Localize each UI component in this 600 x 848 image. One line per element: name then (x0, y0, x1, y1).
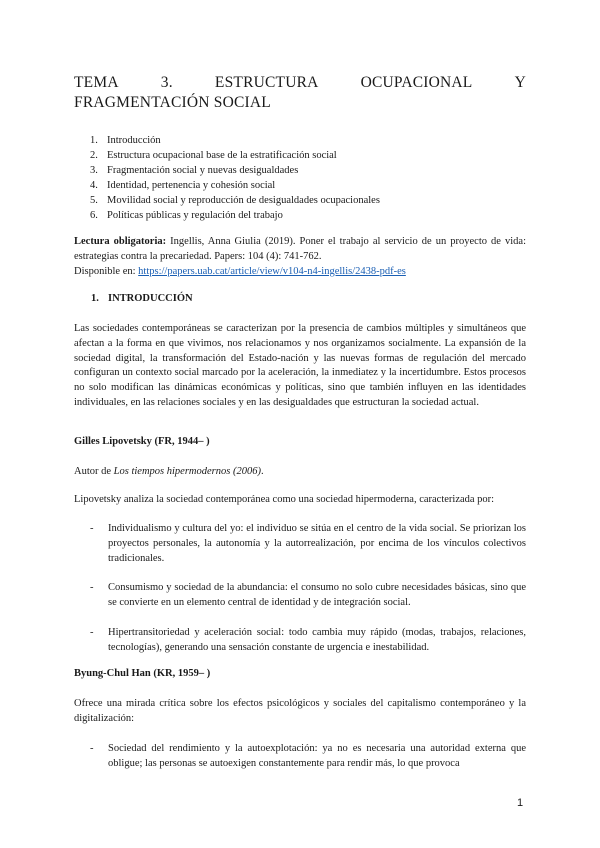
section-number: 1. (91, 293, 99, 304)
available-label: Disponible en: (74, 265, 139, 277)
lipovetsky-author-line (74, 465, 526, 480)
toc-number: 6. (90, 210, 98, 221)
toc-number: 4. (90, 180, 98, 191)
document-title (74, 73, 526, 113)
author-suffix: . (260, 466, 264, 477)
reading-link[interactable]: https://papers.uab.cat/article/view/v104-n4-ingellis/2438-pdf-es (138, 265, 406, 277)
toc-item (90, 193, 380, 208)
title-word: Y (514, 74, 526, 91)
section-title: INTRODUCCIÓN (108, 293, 193, 304)
lipovetsky-intro: Lipovetsky analiza la sociedad contemporánea como una sociedad hipermoderna, caracterizada por: (74, 494, 495, 505)
title-word: ESTRUCTURA (214, 74, 319, 91)
lipovetsky-heading: Gilles Lipovetsky (FR, 1944– ) (74, 436, 210, 447)
toc-item (90, 163, 380, 178)
han-heading: Byung-Chul Han (KR, 1959– ) (74, 668, 211, 679)
author-prefix: Autor de (74, 466, 114, 477)
toc-number: 5. (90, 195, 98, 206)
table-of-contents (90, 133, 380, 223)
bullet-text: Consumismo y sociedad de la abundancia: el consumo no solo cubre necesidades básicas, sino que se convierte en un elemento central de identidad y de integración social. (108, 582, 526, 608)
toc-label: Movilidad social y reproducción de desigualdades ocupacionales (107, 195, 380, 206)
book-title: Los tiempos hipermodernos (2006) (113, 466, 261, 477)
title-line-1 (74, 73, 526, 93)
bullet-text: Sociedad del rendimiento y la autoexplotación: ya no es necesaria una autoridad externa que obligue; las personas se autoexigen constantemente para rendir más, lo que provoca (108, 743, 526, 769)
section-heading (91, 293, 193, 304)
page-number: 1 (517, 797, 524, 809)
toc-label: Políticas públicas y regulación del trabajo (107, 210, 283, 221)
bullet-dash: - (90, 743, 94, 754)
title-word: OCUPACIONAL (360, 74, 473, 91)
toc-number: 2. (90, 150, 98, 161)
toc-number: 3. (90, 165, 98, 176)
reading-citation: Ingellis, Anna Giulia (2019). Poner el trabajo al servicio de un proyecto de vida: estrategias contra la precariedad. Papers: 104 (4): 741-762. (74, 236, 526, 262)
toc-item (90, 178, 380, 193)
title-line-2: FRAGMENTACIÓN SOCIAL (74, 94, 271, 111)
toc-label: Estructura ocupacional base de la estratificación social (107, 150, 337, 161)
bullet-text: Individualismo y cultura del yo: el individuo se sitúa en el centro de la vida social. Se priorizan los proyectos personales, la autonomía y la autorrealización, por encima de los vínculos colectivos tradicionales. (108, 523, 526, 564)
bullet-item (90, 626, 526, 656)
toc-item (90, 148, 380, 163)
toc-label: Introducción (107, 135, 161, 146)
toc-number: 1. (90, 135, 98, 146)
toc-label: Identidad, pertenencia y cohesión social (107, 180, 276, 191)
bullet-item (90, 581, 526, 611)
intro-paragraph: Las sociedades contemporáneas se caracterizan por la presencia de cambios múltiples y simultáneos que afectan a la forma en que vivimos, nos relacionamos y nos organizamos socialmente. La expansión de la sociedad digital, la transformación del Estado-nación y las nuevas formas de regulación del mercado configuran un contexto social marcado por la aceleración, la inmediatez y la incertidumbre. Estos procesos no solo modifican las dinámicas económicas y políticas, sino que también influyen en las identidades individuales, en las relaciones sociales y en las desigualdades que estructuran la sociedad actual. (74, 323, 526, 408)
title-word: TEMA (74, 74, 119, 91)
bullet-text: Hipertransitoriedad y aceleración social: todo cambia muy rápido (modas, trabajos, relaciones, tecnologías), generando una sensación constante de urgencia e inestabilidad. (108, 627, 526, 653)
reading-label: Lectura obligatoria: (74, 236, 167, 247)
bullet-item (90, 742, 526, 772)
title-word: 3. (160, 74, 173, 91)
toc-item (90, 208, 380, 223)
bullet-dash: - (90, 627, 94, 638)
required-reading (74, 235, 526, 279)
toc-item (90, 133, 380, 148)
han-intro: Ofrece una mirada crítica sobre los efectos psicológicos y sociales del capitalismo contemporáneo y la digitalización: (74, 698, 526, 724)
bullet-dash: - (90, 523, 94, 534)
bullet-item (90, 522, 526, 566)
bullet-dash: - (90, 582, 94, 593)
toc-label: Fragmentación social y nuevas desigualdades (107, 165, 299, 176)
